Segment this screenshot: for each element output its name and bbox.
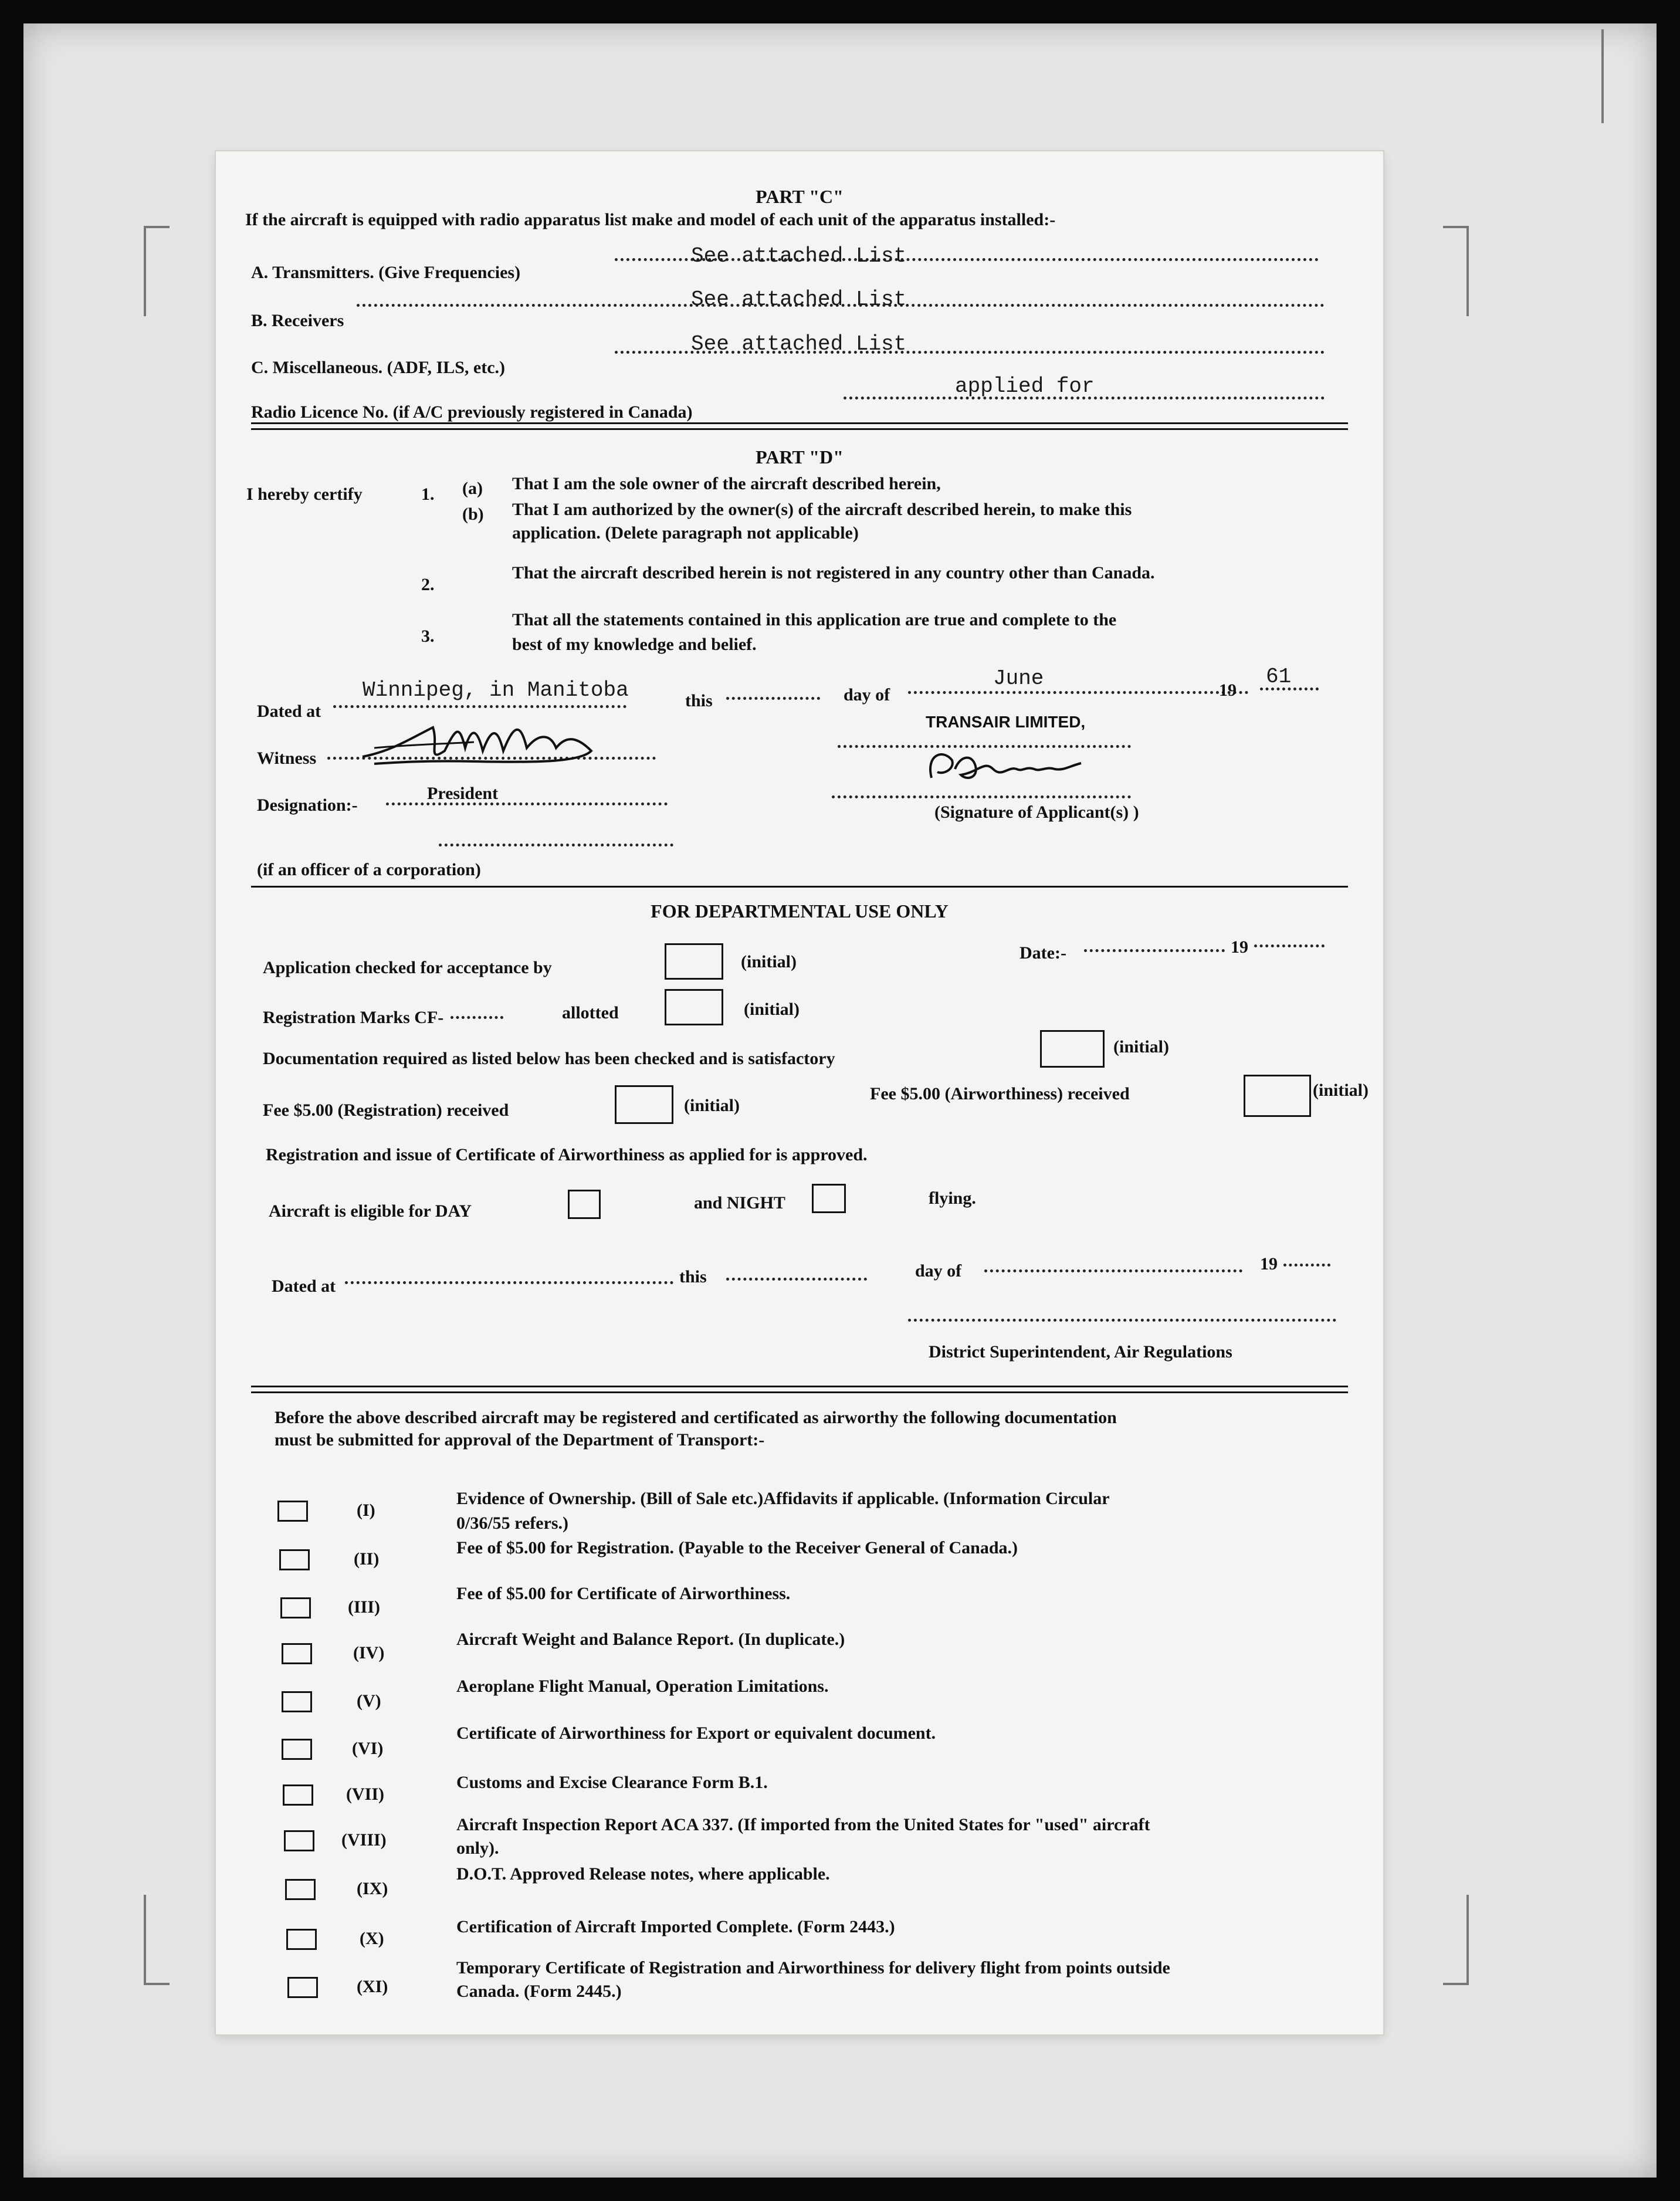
flying-label: flying.: [929, 1188, 976, 1208]
date-year-prefix: 19: [1231, 937, 1248, 957]
initial-label: (initial): [741, 952, 797, 971]
radio-licence-label: Radio Licence No. (if A/C previously registered in Canada): [251, 402, 693, 422]
item-2-text: That the aircraft described herein is not registered in any country other than Canada.: [512, 563, 1155, 583]
doc-text: Certificate of Airworthiness for Export or equivalent document.: [456, 1723, 936, 1743]
item-1a-label: (a): [462, 479, 483, 498]
doc-checkbox[interactable]: [282, 1691, 312, 1712]
doc-text-cont: only).: [456, 1838, 499, 1858]
docs-intro: Before the above described aircraft may be registered and certificated as airworthy the following documentation: [275, 1408, 1117, 1427]
doc-checkbox[interactable]: [283, 1784, 313, 1806]
part-c-intro: If the aircraft is equipped with radio apparatus list make and model of each unit of the apparatus installed:-: [245, 210, 1056, 229]
initial-label: (initial): [744, 1000, 800, 1019]
doc-text: Aircraft Weight and Balance Report. (In duplicate.): [456, 1630, 845, 1649]
doc-text: Temporary Certificate of Registration and Airworthiness for delivery flight from points outside: [456, 1958, 1170, 1977]
signature-caption: (Signature of Applicant(s) ): [934, 802, 1139, 822]
doc-checkbox[interactable]: [277, 1501, 308, 1522]
fee-airworthiness-label: Fee $5.00 (Airworthiness) received: [870, 1084, 1130, 1103]
date-line: [1084, 949, 1225, 952]
approved-statement: Registration and issue of Certificate of Airworthiness as applied for is approved.: [266, 1145, 868, 1164]
allotted-label: allotted: [562, 1003, 619, 1022]
divider: [251, 886, 1348, 888]
dept-dated-at-line: [345, 1281, 673, 1284]
doc-text: Aeroplane Flight Manual, Operation Limitations.: [456, 1677, 829, 1696]
doc-checkbox[interactable]: [287, 1977, 318, 1998]
certify-label: I hereby certify: [246, 485, 363, 504]
month-line: [908, 691, 1248, 694]
year-value: 61: [1266, 665, 1292, 689]
misc-value: See attached List: [691, 332, 907, 356]
doc-number: (V): [357, 1691, 381, 1711]
night-checkbox[interactable]: [812, 1184, 846, 1213]
fee-registration-label: Fee $5.00 (Registration) received: [263, 1100, 509, 1120]
part-d-heading: PART "D": [756, 446, 844, 468]
allotted-initial-box[interactable]: [665, 989, 723, 1025]
divider: [251, 1386, 1348, 1387]
signature-line-2: [832, 795, 1131, 798]
date-label: Date:-: [1019, 943, 1066, 963]
documentation-initial-box[interactable]: [1040, 1030, 1105, 1068]
doc-checkbox[interactable]: [285, 1879, 316, 1900]
doc-checkbox[interactable]: [282, 1643, 312, 1664]
doc-number: (III): [348, 1597, 381, 1617]
designation-line-2: [439, 844, 673, 846]
item-1a-text: That I am the sole owner of the aircraft described herein,: [512, 474, 941, 493]
receivers-label: B. Receivers: [251, 311, 344, 330]
doc-number: (I): [357, 1501, 375, 1520]
dept-month-line: [984, 1269, 1242, 1272]
doc-checkbox[interactable]: [284, 1830, 314, 1851]
doc-number: (IV): [353, 1643, 385, 1662]
crop-mark: [144, 226, 170, 316]
designation-label: Designation:-: [257, 795, 358, 815]
day-checkbox[interactable]: [568, 1190, 601, 1219]
transmitters-label: A. Transmitters. (Give Frequencies): [251, 263, 521, 282]
fee-registration-initial-box[interactable]: [615, 1085, 673, 1124]
radio-licence-value: applied for: [955, 374, 1095, 398]
month-value: June: [993, 666, 1044, 690]
dept-year-line: [1283, 1264, 1330, 1267]
doc-text: Certification of Aircraft Imported Complete. (Form 2443.): [456, 1917, 895, 1936]
dept-heading: FOR DEPARTMENTAL USE ONLY: [651, 900, 949, 922]
item-1b-text-cont: application. (Delete paragraph not applicable): [512, 523, 859, 543]
checked-initial-box[interactable]: [665, 943, 723, 980]
doc-number: (VIII): [341, 1830, 387, 1850]
crop-mark: [1443, 1895, 1469, 1985]
applicant-signature: [920, 743, 1096, 790]
transmitters-value: See attached List: [691, 244, 907, 268]
item-1b-label: (b): [462, 504, 484, 524]
doc-number: (IX): [357, 1879, 388, 1898]
date-year-line: [1254, 944, 1325, 947]
dept-day-line: [726, 1278, 867, 1281]
doc-text-cont: 0/36/55 refers.): [456, 1513, 569, 1533]
part-c-heading: PART "C": [756, 186, 844, 207]
doc-checkbox[interactable]: [286, 1929, 317, 1950]
divider: [251, 422, 1348, 424]
dept-day-of-label: day of: [915, 1261, 962, 1281]
doc-text: Fee of $5.00 for Registration. (Payable to the Receiver General of Canada.): [456, 1538, 1018, 1557]
dept-dated-at-label: Dated at: [272, 1276, 336, 1296]
doc-text: Evidence of Ownership. (Bill of Sale etc.)Affidavits if applicable. (Information Circular: [456, 1489, 1110, 1508]
witness-label: Witness: [257, 749, 317, 768]
item-1-number: 1.: [421, 485, 435, 504]
item-2-number: 2.: [421, 575, 435, 594]
documentation-label: Documentation required as listed below has been checked and is satisfactory: [263, 1049, 835, 1068]
reg-marks-label: Registration Marks CF-: [263, 1008, 444, 1027]
night-label: and NIGHT: [694, 1193, 785, 1213]
receivers-value: See attached List: [691, 287, 907, 311]
day-of-label: day of: [844, 685, 890, 705]
crop-mark: [1584, 29, 1604, 123]
year-line: [1260, 688, 1319, 690]
divider: [251, 428, 1348, 430]
checked-label: Application checked for acceptance by: [263, 958, 552, 977]
superintendent-caption: District Superintendent, Air Regulations: [929, 1342, 1232, 1362]
dated-at-label: Dated at: [257, 702, 321, 721]
doc-text-cont: Canada. (Form 2445.): [456, 1982, 622, 2001]
item-1b-text: That I am authorized by the owner(s) of the aircraft described herein, to make this: [512, 500, 1132, 519]
witness-signature: [357, 716, 615, 774]
doc-text: Customs and Excise Clearance Form B.1.: [456, 1773, 768, 1792]
misc-label: C. Miscellaneous. (ADF, ILS, etc.): [251, 358, 506, 377]
company-stamp: TRANSAIR LIMITED,: [926, 713, 1086, 731]
doc-number: (VII): [346, 1784, 384, 1804]
dated-at-line: [333, 705, 626, 708]
designation-value: President: [427, 784, 499, 803]
doc-number: (X): [360, 1929, 384, 1948]
this-label: this: [685, 691, 713, 710]
doc-number: (XI): [357, 1977, 388, 1996]
doc-number: (II): [354, 1549, 380, 1569]
dept-year-prefix: 19: [1260, 1254, 1278, 1274]
initial-label: (initial): [1113, 1037, 1169, 1057]
crop-mark: [144, 1895, 170, 1985]
form-page: [216, 151, 1383, 2034]
superintendent-line: [908, 1319, 1336, 1322]
fee-airworthiness-initial-box[interactable]: [1244, 1075, 1311, 1117]
dated-at-value: Winnipeg, in Manitoba: [363, 678, 629, 702]
doc-text: Aircraft Inspection Report ACA 337. (If imported from the United States for "used" aircraft: [456, 1815, 1150, 1834]
doc-text: D.O.T. Approved Release notes, where applicable.: [456, 1864, 830, 1884]
crop-mark: [1443, 226, 1469, 316]
officer-note: (if an officer of a corporation): [257, 860, 481, 879]
item-3-text: That all the statements contained in this application are true and complete to the: [512, 610, 1117, 629]
doc-text: Fee of $5.00 for Certificate of Airworthiness.: [456, 1584, 791, 1603]
initial-label: (initial): [684, 1096, 740, 1115]
item-3-number: 3.: [421, 627, 435, 646]
reg-marks-line: [451, 1016, 503, 1019]
doc-checkbox[interactable]: [282, 1739, 312, 1760]
eligible-day-label: Aircraft is eligible for DAY: [269, 1201, 472, 1221]
dept-this-label: this: [679, 1267, 707, 1286]
divider: [251, 1391, 1348, 1393]
doc-checkbox[interactable]: [280, 1597, 311, 1618]
initial-label: (initial): [1313, 1081, 1369, 1100]
day-line: [726, 697, 820, 700]
item-3-text-cont: best of my knowledge and belief.: [512, 635, 757, 654]
doc-number: (VI): [352, 1739, 384, 1758]
doc-checkbox[interactable]: [279, 1549, 310, 1570]
year-prefix: 19: [1219, 680, 1237, 700]
docs-intro-cont: must be submitted for approval of the Department of Transport:-: [275, 1430, 765, 1450]
